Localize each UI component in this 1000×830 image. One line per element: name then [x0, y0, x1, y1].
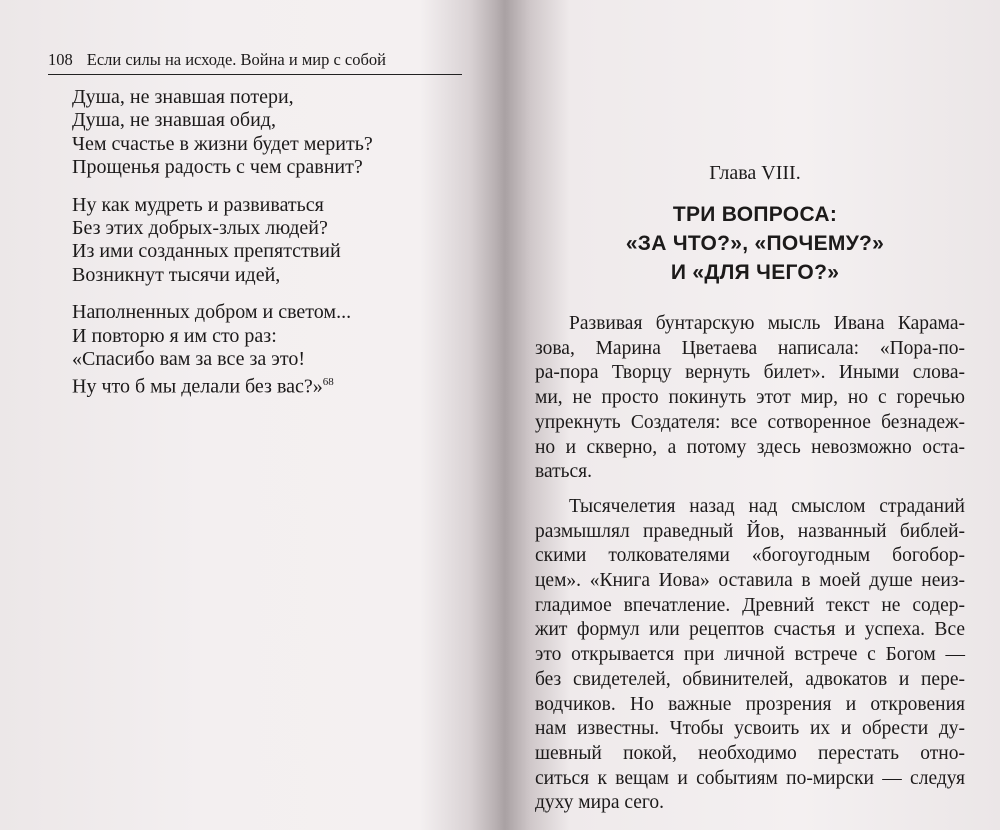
poem-line: Ну как мудреть и развиваться	[72, 193, 324, 216]
text-line: размышлял праведный Йов, названный библей-	[535, 520, 965, 542]
text-line: водчиков. Но важные прозрения и откровения	[535, 693, 965, 715]
running-head	[48, 50, 462, 75]
text-line: нам известны. Чтобы усвоить их и обрести ду-	[535, 718, 965, 740]
poem-line: И повторю я им сто раз:	[72, 324, 277, 347]
text-line: ра-пора Творцу вернуть билет». Иными слова-	[535, 362, 965, 384]
text-line: зова, Марина Цветаева написала: «Пора-по-	[535, 337, 965, 359]
poem-line-with-footnote	[72, 371, 472, 399]
poem-line: Прощенья радость с чем сравнит?	[72, 156, 363, 179]
poem-line: Душа, не знавшая потери,	[72, 86, 294, 108]
footnote-reference: 68	[322, 376, 334, 389]
paragraph	[535, 495, 965, 816]
poem-line: Без этих добрых-злых людей?	[72, 217, 328, 240]
chapter-title-line: «ЗА ЧТО?», «ПОЧЕМУ?»	[625, 232, 885, 255]
paragraph	[535, 312, 965, 485]
body-text	[535, 312, 965, 826]
poem-line-text: Ну что б мы делали без вас?»	[72, 376, 323, 399]
text-line: гладимое впечатление. Древний текст не содер-	[535, 594, 965, 616]
text-line: скими толкователями «богоугодным богобор-	[535, 545, 965, 567]
poem-line: Возникнут тысячи идей,	[72, 263, 281, 286]
poem-line: «Спасибо вам за все за это!	[72, 348, 305, 371]
chapter-title-line: И «ДЛЯ ЧЕГО?»	[670, 261, 840, 284]
poem-line: Из ими созданных препятствий	[72, 240, 341, 263]
left-page	[0, 0, 495, 830]
chapter-title	[565, 200, 945, 287]
poem	[72, 86, 472, 414]
chapter-title-line: ТРИ ВОПРОСА:	[672, 203, 838, 226]
text-line: шевный покой, необходимо перестать отно-	[535, 742, 965, 764]
text-line: это открывается при личной встрече с Богом —	[535, 644, 965, 666]
text-line: ми, не просто покинуть этот мир, но с горечью	[535, 387, 965, 409]
poem-stanza	[72, 301, 472, 399]
right-page	[505, 0, 1000, 830]
text-line: духу мира сего.	[535, 792, 665, 814]
poem-stanza	[72, 194, 472, 288]
text-line: жит формул или рецептов счастья и успеха. Все	[535, 619, 965, 641]
running-title: Если силы на исходе. Война и мир с собой	[86, 50, 386, 69]
text-line: Тысячелетия назад над смыслом страданий	[569, 495, 965, 517]
page-number: 108	[48, 50, 73, 69]
poem-stanza	[72, 86, 472, 180]
chapter-label: Глава VIII.	[709, 162, 801, 184]
poem-line: Чем счастье в жизни будет мерить?	[72, 132, 373, 155]
text-line: упрекнуть Создателя: все сотворенное безнадеж-	[535, 411, 965, 433]
poem-line: Наполненных добром и светом...	[72, 301, 352, 324]
text-line: ситься к вещам и событиям по-мирски — следуя	[535, 767, 965, 789]
text-line: ваться.	[535, 461, 593, 483]
text-line: цем». «Книга Иова» оставила в моей душе неиз-	[535, 570, 965, 592]
text-line: но и скверно, а потому здесь невозможно оста-	[535, 436, 965, 458]
text-line: без свидетелей, обвинителей, адвокатов и пере-	[535, 668, 965, 690]
poem-line: Душа, не знавшая обид,	[72, 109, 276, 132]
text-line: Развивая бунтарскую мысль Ивана Карама-	[569, 313, 965, 334]
